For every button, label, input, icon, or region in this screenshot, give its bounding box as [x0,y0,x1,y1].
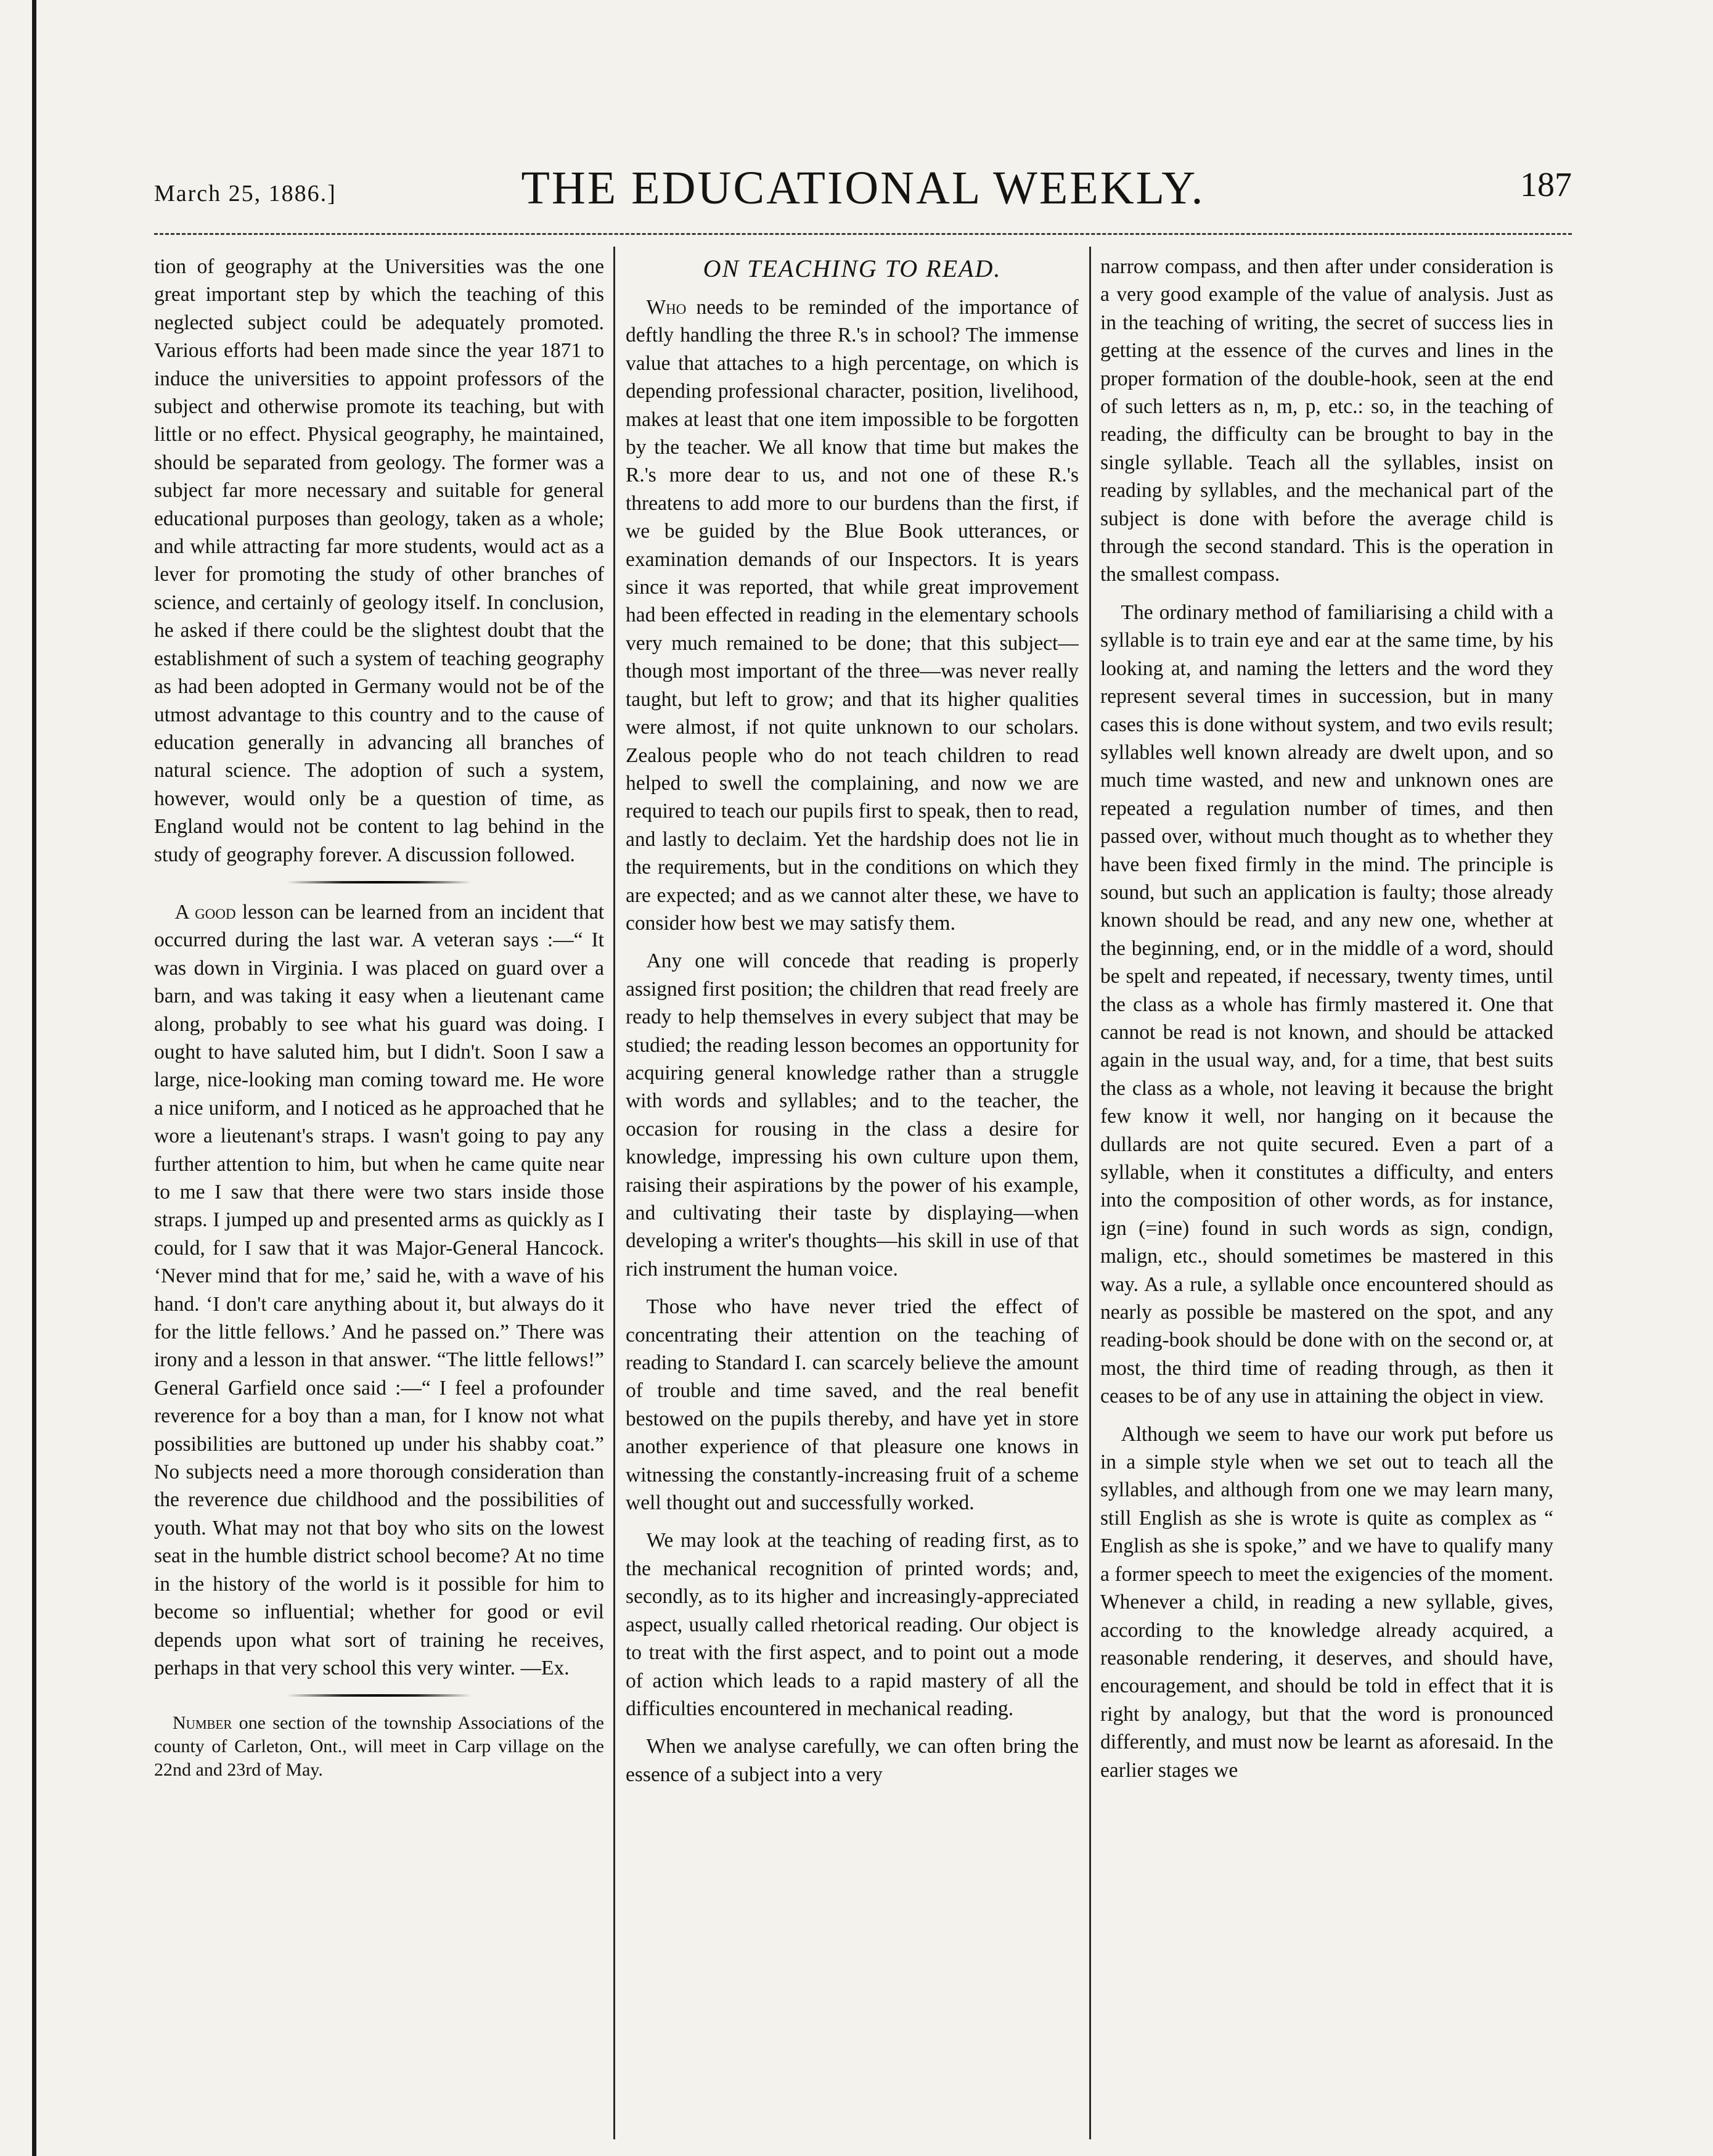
journal-title: THE EDUCATIONAL WEEKLY. [521,162,1205,214]
paragraph-body: Any one will concede that reading is properly assigned first position; the children that read freely are ready to help themselves in every subject that may be studied; the reading lesson becomes an opportunity for acquiring general knowledge rather than a struggle with words and syllables; and to the teacher, the occasion for rousing in the class a desire for knowledge, impressing his own culture upon them, raising their aspirations by the power of his example, and cultivating their taste by displaying—when developing a writer's thoughts—his skill in use of that rich instrument the human voice. [626,949,1079,1281]
article-paragraph [626,293,1079,937]
paragraph-body: When we analyse carefully, we can often bring the essence of a subject into a very [626,1735,1079,1786]
article-paragraph [626,1527,1079,1723]
page-header [154,162,1572,229]
anecdote-lead: A good [174,900,236,924]
anecdote-body: lesson can be learned from an incident that occurred during the last war. A veteran says :—“ It was down in Virginia. I was placed on guard over a barn, and was taking it easy when a lieutenant came along, probably to see what his guard was doing. I ought to have saluted him, but I didn't. Soon I saw a large, nice-looking man coming toward me. He wore a nice uniform, and I noticed as he approached that he wore a lieutenant's straps. I wasn't going to pay any further attention to him, but when he came quite near to me I saw that there were two stars inside those straps. I jumped up and presented arms as quickly as I could, for I saw that it was Major-General Hancock. ‘Never mind that for me,’ said he, with a wave of his hand. ‘I don't care anything about it, but always do it for the little fellows.’ And he passed on.” There was irony and a lesson in that answer. “The little fellows!” General Garfield once said :—“ I feel a profounder reverence for a boy than a man, for I know not what possibilities are buttoned up under his shabby coat.” No subjects need a more thorough consideration than the reverence due childhood and the possibilities of youth. What may not that boy who sits on the lowest seat in the humble district school become? At no time in the history of the world is it possible for him to become so influential; whether for good or evil depends upon what sort of training he receives, perhaps in that very school this very winter. —Ex. [154,900,604,1679]
issue-date: March 25, 1886.] [154,181,337,207]
association-notice [154,1711,604,1782]
article-paragraph: narrow compass, and then after under consideration is a very good example of the value of analysis. Just as in the teaching of writing, the secret of success lies in getting at the essence of the curves and lines in the proper formation of the double-hook, seen at the end of such letters as n, m, p, etc.: so, in the teaching of reading, the difficulty can be brought to bay in the single syllable. Teach all the syllables, insist on reading by syllables, and the mechanical part of the subject is done with before the average child is through the second standard. This is the operation in the smallest compass. [1100,255,1553,586]
article-paragraph [626,947,1079,1283]
column-rule-1 [613,247,615,2139]
column-3 [1100,253,1553,2139]
column-1 [154,253,604,2139]
anecdote-paragraph [154,898,604,1682]
article-paragraph [1100,1420,1553,1784]
page-number: 187 [1520,166,1572,204]
section-divider [287,881,472,883]
paragraph-body: Although we seem to have our work put before us in a simple style when we set out to teach all the syllables, and although from one we may learn many, still English as she is wrote is quite as complex as “ English as she is spoke,” and we have to qualify many a former speech to meet the exigencies of the moment. Whenever a child, in reading a new syllable, gives, according to the knowledge already acquired, a reasonable rendering, it deserves, and should have, encouragement, and should be told in effect that it is right by analogy, but that the word is pronounced differently, and must now be learnt as aforesaid. In the earlier stages we [1100,1422,1553,1782]
article-paragraph [626,1293,1079,1517]
column-rule-2 [1089,247,1091,2139]
notice-lead: Number [173,1713,232,1734]
article-title: ON TEACHING TO READ. [703,255,1002,282]
page-edge-rule [32,0,36,2156]
section-divider [287,1694,472,1697]
paragraph-lead: Who [646,296,687,319]
geography-paragraph: tion of geography at the Universities was the one great important step by which the teaching of this neglected subject could be adequately promoted. Various efforts had been made since the year 1871 to induce the universities to appoint professors of the subject and otherwise promote its teaching, but with little or no effect. Physical geography, he maintained, should be separated from geology. The former was a subject far more necessary and suitable for general educational purposes than geology, taken as a whole; and while attracting far more students, would act as a lever for promoting the study of other branches of science, and certainly of geology itself. In conclusion, he asked if there could be the slightest doubt that the establishment of such a system of teaching geography as had been adopted in Germany would not be of the utmost advantage to this country and to the cause of education generally in advancing all branches of natural science. The adoption of such a system, however, would only be a question of time, as England would not be content to lag behind in the study of geography forever. A discussion followed. [154,255,604,866]
paragraph-body: The ordinary method of familiarising a child with a syllable is to train eye and ear at the same time, by his looking at, and naming the letters and the word they represent several times in succession, but in many cases this is done without system, and two evils result; syllables well known already are dwelt upon, and so much time wasted, and new and unknown ones are repeated a regulation number of times, and then passed over, without much thought as to whether they have been fixed firmly in the mind. The principle is sound, but such an application is faulty; those already known should be read, and any new one, whether at the beginning, end, or in the middle of a word, should be spelt and repeated, if necessary, twenty times, until the class as a whole has firmly mastered it. One that cannot be read is not known, and should be attacked again in the usual way, and, for a time, that best suits the class as a whole, not leaving it because the bright few know it well, nor hanging on it because the dullards are not quite secured. Even a part of a syllable, when it constitutes a difficulty, and enters into the composition of other words, as for instance, ign (=ine) found in such words as sign, condign, malign, etc., should sometimes be mastered in this way. As a rule, a syllable once encountered should as nearly as possible be mastered on the spot, and any reading-book should be done with on the second or, at most, the third time of reading through, as then it ceases to be of any use in attaining the object in view. [1100,600,1553,1408]
article-paragraph [1100,599,1553,1411]
paragraph-body: Those who have never tried the effect of concentrating their attention on the teaching of reading to Standard I. can scarcely believe the amount of trouble and time saved, and the real benefit bestowed on the pupils thereby, and have yet in store another experience of that pleasure one knows in witnessing the constantly-increasing fruit of a scheme well thought out and successfully worked. [626,1295,1079,1515]
header-rule [154,233,1572,237]
paragraph-body: needs to be reminded of the importance of deftly handling the three R.'s in school? The immense value that attaches to a high percentage, on which is depending professional character, position, livelihood, makes at least that one item impossible to be forgotten by the teacher. We all know that time but makes the R.'s more dear to us, and not one of these R.'s threatens to add more to our burdens than the first, if we be guided by the Blue Book utterances, or examination demands of our Inspectors. It is years since it was reported, that while great improvement had been effected in reading in the elementary schools very much remained to be done; that this subject—though most important of the three—was never really taught, but left to grow; and that its higher qualities were almost, if not quite unknown to our scholars. Zealous people who do not teach children to read helped to swell the complaining, and now we are required to teach our pupils first to speak, then to read, and lastly to declaim. Yet the hardship does not lie in the requirements, but in the conditions on which they are expected; and as we cannot alter these, we have to consider how best we may satisfy them. [626,296,1079,935]
column-2 [626,253,1079,2139]
article-paragraph [626,1732,1079,1789]
notice-body: one section of the township Associations of the county of Carleton, Ont., will meet in Carp village on the 22nd and 23rd of May. [154,1713,604,1781]
paragraph-body: We may look at the teaching of reading first, as to the mechanical recognition of printed words; and, secondly, as to its higher and increasingly-appreciated aspect, usually called rhetorical reading. Our object is to treat with the first aspect, and to point out a mode of action which leads to a rapid mastery of all the difficulties encountered in mechanical reading. [626,1529,1079,1720]
